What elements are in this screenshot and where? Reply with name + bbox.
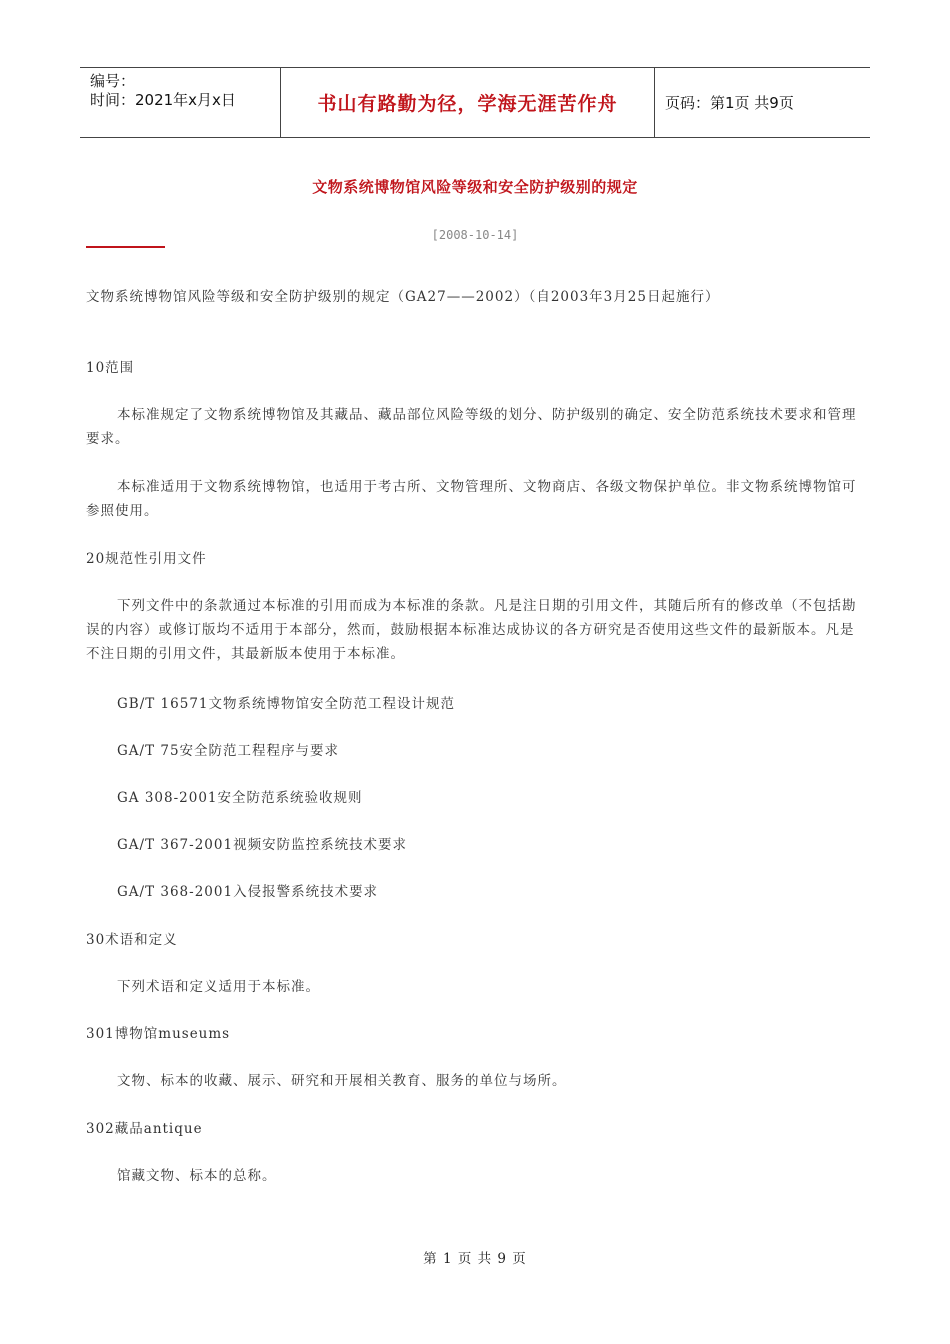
term-heading-museums: 301博物馆museums: [86, 1026, 231, 1042]
paragraph: 下列文件中的条款通过本标准的引用而成为本标准的条款。凡是注日期的引用文件，其随后所有的修改单（不包括勘误的内容）或修订版均不适用于本部分，然而，鼓励根据本标准达成协议的各方研究是否使用这些文件的最新版本。凡是不注日期的引用文件，其最新版本使用于本标准。: [86, 598, 857, 662]
header-page-info: 页码：第1页 共9页: [665, 94, 794, 112]
number-label: 编号：: [90, 72, 136, 90]
paragraph: 馆藏文物、标本的总称。: [117, 1168, 277, 1184]
time-label: 时间：2021年x月x日: [90, 91, 236, 109]
section-heading-terms: 30术语和定义: [86, 932, 178, 948]
document-title: 文物系统博物馆风险等级和安全防护级别的规定: [312, 178, 638, 196]
section-heading-scope: 10范围: [86, 360, 135, 376]
red-divider: [86, 246, 165, 248]
reference-item: GA/T 368-2001入侵报警系统技术要求: [117, 884, 379, 900]
header-left-cell: [80, 68, 281, 137]
reference-item: GA 308-2001安全防范系统验收规则: [117, 790, 363, 806]
paragraph: 下列术语和定义适用于本标准。: [117, 979, 320, 995]
paragraph: 本标准适用于文物系统博物馆，也适用于考古所、文物管理所、文物商店、各级文物保护单位。非文物系统博物馆可参照使用。: [86, 479, 857, 519]
intro-paragraph: 文物系统博物馆风险等级和安全防护级别的规定（GA27——2002）（自2003年3月25日起施行）: [86, 289, 720, 305]
reference-item: GB/T 16571文物系统博物馆安全防范工程设计规范: [117, 696, 455, 712]
header-table: [80, 67, 870, 138]
reference-item: GA/T 367-2001视频安防监控系统技术要求: [117, 837, 408, 853]
header-motto: 书山有路勤为径，学海无涯苦作舟: [281, 68, 655, 137]
term-heading-antique: 302藏品antique: [86, 1121, 203, 1137]
reference-item: GA/T 75安全防范工程程序与要求: [117, 743, 340, 759]
paragraph: 文物、标本的收藏、展示、研究和开展相关教育、服务的单位与场所。: [117, 1073, 567, 1089]
paragraph: 本标准规定了文物系统博物馆及其藏品、藏品部位风险等级的划分、防护级别的确定、安全防范系统技术要求和管理要求。: [86, 407, 857, 447]
document-date: [2008-10-14]: [431, 228, 519, 242]
section-heading-references: 20规范性引用文件: [86, 551, 207, 567]
page-footer: 第 1 页 共 9 页: [423, 1251, 527, 1267]
